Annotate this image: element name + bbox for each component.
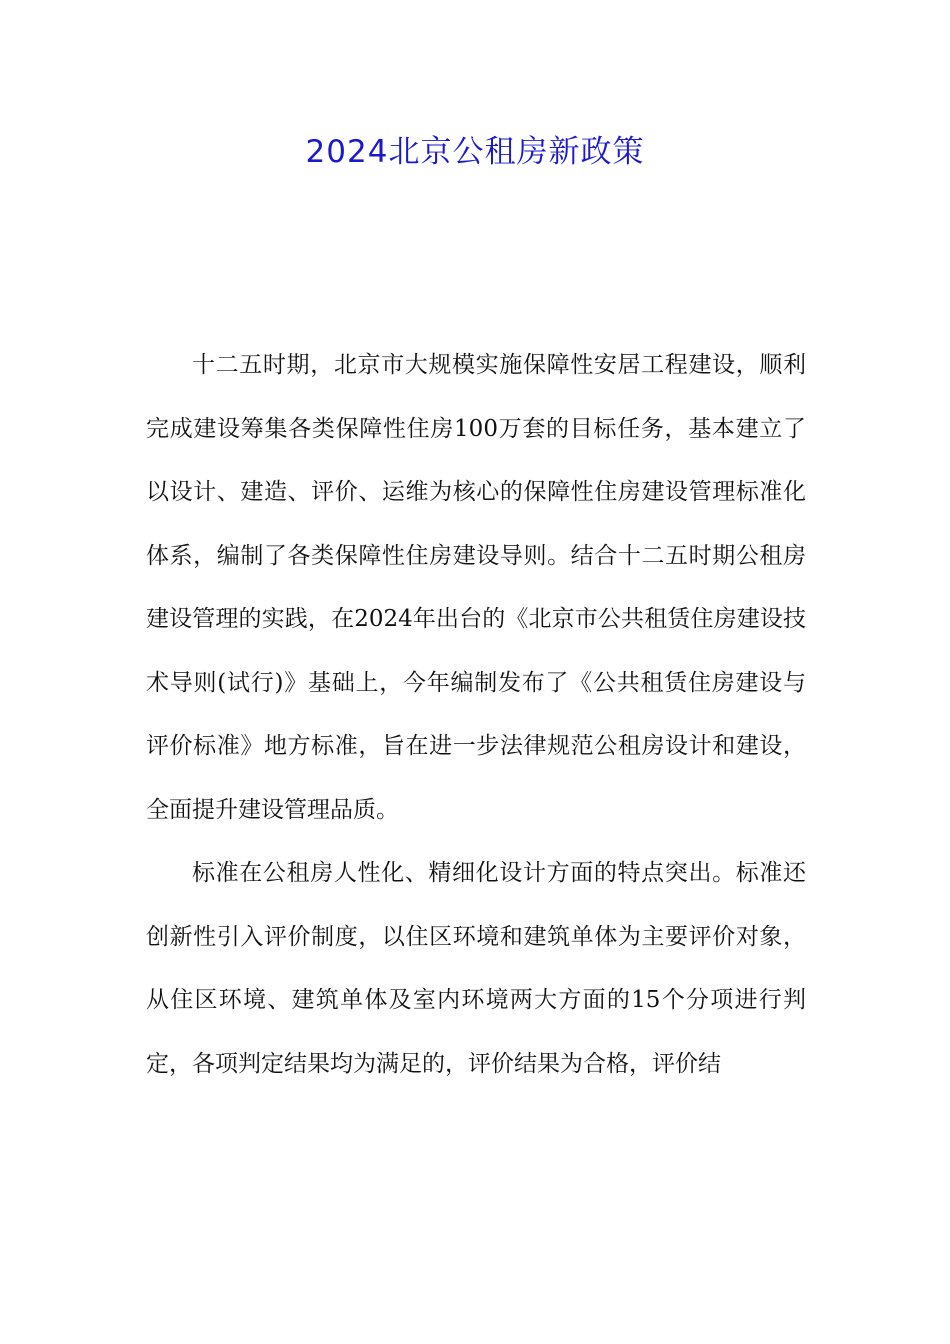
document-body — [146, 334, 806, 1096]
paragraph-1: 十二五时期，北京市大规模实施保障性安居工程建设，顺利完成建设筹集各类保障性住房100万套的目标任务，基本建立了以设计、建造、评价、运维为核心的保障性住房建设管理标准化体系，编制了各类保障性住房建设导则。结合十二五时期公租房建设管理的实践，在2024年出台的《北京市公共租赁住房建设技术导则(试行)》基础上，今年编制发布了《公共租赁住房建设与评价标准》地方标准，旨在进一步法律规范公租房设计和建设，全面提升建设管理品质。 — [146, 352, 806, 823]
paragraph-2: 标准在公租房人性化、精细化设计方面的特点突出。标准还创新性引入评价制度，以住区环境和建筑单体为主要评价对象，从住区环境、建筑单体及室内环境两大方面的15个分项进行判定，各项判定结果均为满足的，评价结果为合格，评价结 — [146, 860, 806, 1077]
document-title: 2024北京公租房新政策 — [305, 134, 645, 170]
